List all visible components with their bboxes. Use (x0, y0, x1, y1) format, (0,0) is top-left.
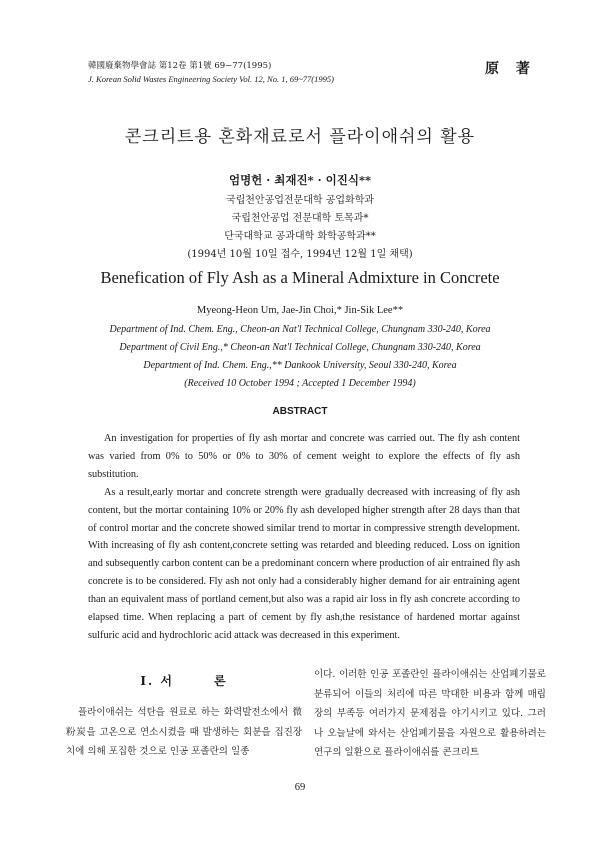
journal-citation-english: J. Korean Solid Wastes Engineering Society Vol. 12, No. 1, 69~77(1995) (88, 74, 334, 84)
section-heading (66, 672, 302, 689)
body-text-right: 이다. 이러한 인공 포졸란인 플라이애쉬는 산업폐기물로 분류되어 이들의 처리에 따른 막대한 비용과 함께 매립장의 부족등 여러가지 문제점을 야기시키고 있다. 그러나 오늘날에 와서는 산업폐기물을 자원으로 활용하려는 연구의 일환으로 플라이애쉬를 콘크리트 (314, 669, 546, 758)
journal-citation (88, 60, 334, 86)
abstract-paragraph: As a result,early mortar and concrete strength were gradually decreased with increasing of fly ash content, but the mortar containing 10% or 20% fly ash developed higher strength after 28 days than that of control mortar and the concrete showed similar trend to mortar in compressive strength development. With increasing of fly ash content,concrete setting was retarded and bleeding reduced. Loss on ignition and subsequently carbon content can be a predominant concern where production of air entrained fly ash concrete is to be considered. Fly ash not only had a considerably higher demand for air entraining agent than an equivalent mass of portland cement,but also was a rapid air loss in fly ash concrete according to elapsed time. When replacing a part of cement by fly ash,the resistance of hardened mortar against sulfuric acid and hydrochloric acid attack was decreased in this experiment. (88, 486, 520, 641)
title-korean: 콘크리트용 혼화재료로서 플라이애쉬의 활용 (124, 127, 476, 147)
section-title: 론 (213, 674, 228, 688)
page-number: 69 (294, 782, 306, 793)
article-type-label: 原 著 (485, 61, 536, 77)
journal-citation-korean: 韓國廢棄物學會誌 第12卷 第1號 69~77(1995) (88, 61, 272, 71)
affiliation-korean: 국립천안공업전문대학 공업화학과 (225, 195, 375, 206)
affiliation-english: Department of Ind. Chem. Eng., Cheon-an Nat'l Technical College, Chungnam 330-240, Korea (109, 324, 491, 335)
received-date-korean: (1994년 10월 10일 접수, 1994년 12월 1일 채택) (187, 249, 413, 260)
affiliation-korean: 국립천안공업 전문대학 토목과* (231, 213, 369, 224)
abstract-heading: ABSTRACT (272, 406, 328, 417)
abstract-paragraph: An investigation for properties of fly ash mortar and concrete was carried out. The fly ash content was varied from 0% to 50% or 0% to 30% of cement weight to explore the effects of fly ash substitution. (88, 433, 520, 480)
abstract-body (88, 430, 520, 645)
title-english: Benefication of Fly Ash as a Mineral Admixture in Concrete (100, 268, 500, 287)
affiliation-korean: 단국대학교 공과대학 화학공학과** (224, 231, 376, 242)
body-text-left: 플라이애쉬는 석탄을 원료로 하는 화력발전소에서 微粉炭을 고온으로 연소시켰을 때 발생하는 회분을 집진장치에 의해 포집한 것으로 인공 포졸란의 일종 (66, 707, 302, 757)
authors-korean: 엄명헌 · 최재진* · 이진식** (228, 173, 372, 187)
received-date-english: (Received 10 October 1994 ; Accepted 1 December 1994) (184, 378, 416, 389)
section-number: Ⅰ. 서 (140, 674, 174, 688)
affiliation-english: Department of Ind. Chem. Eng.,** Dankook University, Seoul 330-240, Korea (143, 360, 457, 371)
body-column-right (314, 665, 546, 763)
affiliation-english: Department of Civil Eng.,* Cheon-an Nat'l Technical College, Chungnam 330-240, Korea (119, 342, 481, 353)
authors-english: Myeong-Heon Um, Jae-Jin Choi,* Jin-Sik Lee** (196, 305, 404, 316)
body-column-left (66, 672, 302, 762)
